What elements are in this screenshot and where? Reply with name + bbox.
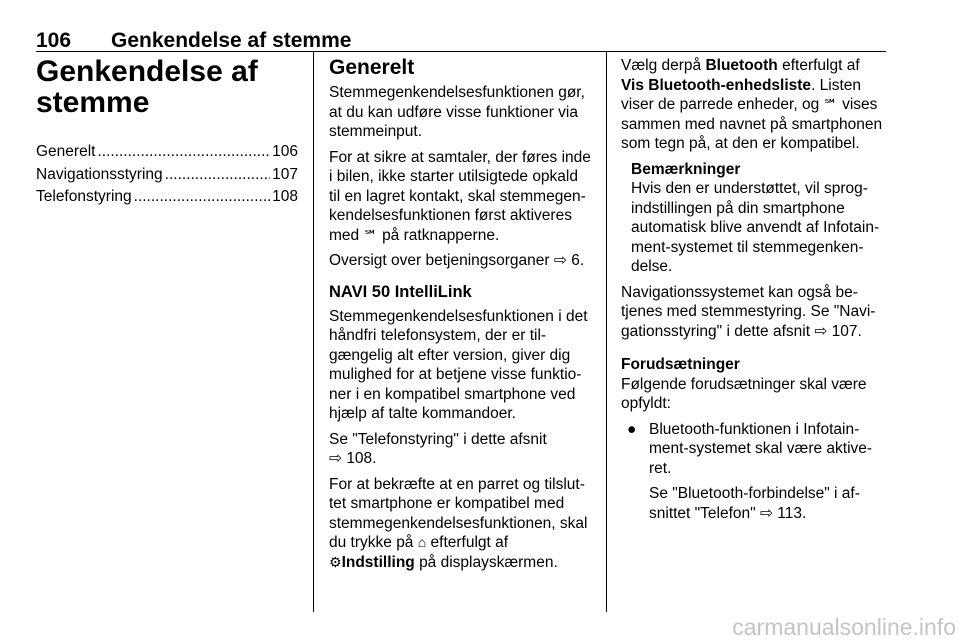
paragraph: For at sikre at samtaler, der føres inde i bilen, ikke starter utilsigtede opkald til en lagret kontakt, skal stemmegen-kendelsesfunktionen først aktiveres med ℠ på ratknapperne. xyxy=(329,148,591,244)
bullet-item xyxy=(621,420,886,524)
page-number: 106 xyxy=(36,29,72,52)
toc-entry-telefonstyring[interactable] xyxy=(36,187,298,207)
watermark: carmanualsonline.info xyxy=(732,614,956,640)
toc-page: 107 xyxy=(272,165,298,183)
note-title: Bemærkninger xyxy=(631,160,741,178)
heading-forudsaetninger: Forudsætninger xyxy=(621,356,740,373)
paragraph: Stemmegenkendelsesfunktionen gør, at du kan udføre visse funktioner via stemmeinput. xyxy=(329,84,585,140)
toc-page: 106 xyxy=(272,143,298,160)
page-ref[interactable]: 108. xyxy=(346,450,377,467)
paragraph: Navigationssystemet kan også be-tjenes med stemmestyring. Se "Navi-gationsstyring" i dette afsnit ⇨ 107. xyxy=(621,283,876,340)
page-header xyxy=(36,29,886,52)
running-title: Genkendelse af stemme xyxy=(111,29,352,52)
bullet-subtext: Se "Bluetooth-forbindelse" i af-snittet "Telefon" ⇨ 113. xyxy=(649,485,860,522)
note-text: Hvis den er understøttet, vil sprog-indstillingen på din smartphone automatisk blive anvendt af Infotain-ment-systemet til stemmegenken-delse. xyxy=(631,180,880,275)
paragraph: Følgende forudsætninger skal være opfyldt: xyxy=(621,375,867,412)
column-divider-2 xyxy=(606,52,607,612)
middle-column xyxy=(329,56,591,578)
gear-icon: ⚙ xyxy=(329,553,342,570)
section-heading-generelt: Generelt xyxy=(329,56,415,79)
page-ref-arrow-icon: ⇨ xyxy=(329,450,342,467)
toc-leader xyxy=(134,187,270,207)
paragraph: Stemmegenkendelsesfunktionen i det håndfri telefonsystem, der er til-gængelig alt efter version, giver dig mulighed for at betjene visse funktio-ner i en kompatibel smartphone ved hjælp af talte kommandoer. xyxy=(329,307,588,422)
menu-term: Indstilling xyxy=(341,553,415,571)
right-column xyxy=(621,56,886,529)
home-icon: ⌂ xyxy=(417,534,427,550)
voice-command-icon: ℠ xyxy=(363,226,378,243)
page-ref-arrow-icon: ⇨ xyxy=(759,504,773,522)
page-ref[interactable]: 107. xyxy=(831,322,862,340)
toc-label: Telefonstyring xyxy=(36,188,132,205)
toc-column xyxy=(36,56,298,210)
toc-leader xyxy=(97,142,270,162)
subheading-navi50: NAVI 50 IntelliLink xyxy=(329,282,472,301)
voice-command-icon: ℠ xyxy=(823,96,838,112)
page-ref[interactable]: 6. xyxy=(571,252,585,269)
toc-entry-navigationsstyring[interactable] xyxy=(36,165,298,185)
note-box xyxy=(631,160,886,277)
bullet-icon: ● xyxy=(627,420,637,438)
toc-page: 108 xyxy=(272,188,298,205)
toc-label: Navigationsstyring xyxy=(36,165,163,183)
column-divider-1 xyxy=(313,52,314,612)
toc-label: Generelt xyxy=(36,143,96,160)
menu-term: Bluetooth xyxy=(705,57,778,74)
chapter-title: Genkendelse af stemme xyxy=(36,55,258,119)
page-ref[interactable]: 113. xyxy=(777,504,807,522)
page-ref-arrow-icon: ⇨ xyxy=(553,252,567,269)
paragraph: For at bekræfte at en parret og tilslut-tet smartphone er kompatibel med stemmegenkendelsesfunktionen, skal du trykke på ⌂ efterfulgt af ⚙Indstilling på displayskærmen. xyxy=(329,475,588,571)
paragraph: Vælg derpå Bluetooth efterfulgt af Vis Bluetooth-enhedsliste. Listen viser de parrede enheder, og ℠ vises sammen med navnet på smartphonen som tegn på, at den er kompatibel. xyxy=(621,57,883,152)
paragraph: Oversigt over betjeningsorganer ⇨ 6. xyxy=(329,252,585,269)
bullet-text: Bluetooth-funktionen i Infotain-ment-systemet skal være aktive-ret. xyxy=(649,420,873,477)
menu-term: Vis Bluetooth-enhedsliste xyxy=(621,76,812,94)
paragraph: Se "Telefonstyring" i dette afsnit ⇨ 108. xyxy=(329,430,547,467)
page-ref-arrow-icon: ⇨ xyxy=(814,322,828,340)
toc-leader xyxy=(165,165,270,185)
toc-entry-generelt[interactable] xyxy=(36,142,298,162)
